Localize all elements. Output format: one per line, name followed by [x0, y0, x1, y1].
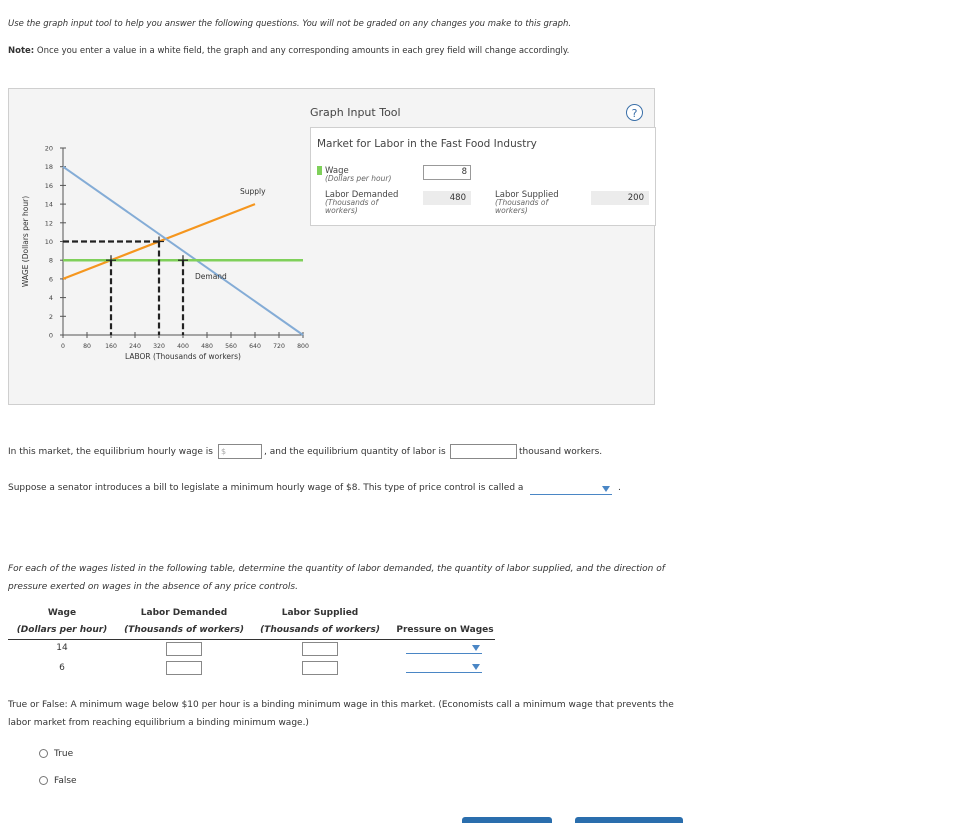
y-tick-label: 4 — [48, 294, 53, 303]
true-label[interactable]: True — [54, 749, 74, 759]
y-tick-label: 0 — [48, 331, 53, 340]
col-header-wage-sub: (Dollars per hour) — [16, 625, 108, 635]
demanded-input-row2[interactable] — [166, 661, 202, 675]
col-header-demanded: Labor Demanded — [140, 608, 228, 618]
price-control-dropdown[interactable] — [530, 483, 612, 495]
q2-period: . — [618, 483, 621, 493]
y-tick-label: 12 — [44, 219, 53, 228]
help-icon[interactable]: ? — [626, 104, 643, 121]
false-radio[interactable] — [39, 776, 48, 785]
wage-legend-swatch — [317, 166, 322, 175]
chevron-down-icon — [602, 486, 610, 492]
supplied-input-row2[interactable] — [302, 661, 338, 675]
y-tick-label: 6 — [48, 275, 53, 284]
y-tick-label: 10 — [44, 238, 53, 246]
labor-supplied-label: Labor Supplied — [495, 190, 559, 200]
col-header-wage: Wage — [47, 608, 77, 618]
market-input-box — [310, 127, 656, 226]
x-axis-label: LABOR (Thousands of workers) — [125, 352, 241, 361]
labor-demanded-sublabel-2: workers) — [325, 206, 358, 215]
graph-input-tool-title: Graph Input Tool — [310, 106, 401, 119]
next-button[interactable] — [575, 817, 683, 823]
labor-demanded-label: Labor Demanded — [325, 190, 399, 200]
y-tick-label: 14 — [44, 200, 53, 209]
labor-market-chart[interactable] — [9, 89, 309, 404]
wage-label: Wage — [325, 166, 349, 176]
demand-label: Demand — [195, 271, 227, 281]
pressure-dropdown-row1[interactable] — [406, 642, 482, 654]
q1-text-before: In this market, the equilibrium hourly wage is — [8, 447, 213, 457]
y-tick-label: 2 — [48, 312, 53, 321]
note-text: Once you enter a value in a white field, the graph and any corresponding amounts in each grey field will change accordingly. — [36, 46, 570, 56]
wage-input[interactable]: 8 — [423, 165, 471, 180]
table-intro-line-2: pressure exerted on wages in the absence of any price controls. — [8, 582, 298, 592]
labor-demanded-value: 480 — [423, 191, 471, 205]
note-label: Note: — [8, 46, 35, 56]
true-radio[interactable] — [39, 749, 48, 758]
supply-label: Supply — [240, 187, 266, 197]
x-tick-label: 0 — [61, 343, 65, 350]
dollar-prefix: $ — [221, 447, 227, 456]
x-tick-label: 640 — [249, 343, 261, 350]
labor-supplied-sublabel: (Thousands of — [495, 198, 549, 207]
y-tick-label: 8 — [48, 256, 53, 265]
equilibrium-wage-input[interactable] — [218, 444, 262, 459]
market-title: Market for Labor in the Fast Food Industry — [317, 138, 537, 150]
q1-text-after: thousand workers. — [519, 447, 603, 457]
col-header-supplied: Labor Supplied — [281, 608, 359, 618]
y-tick-label: 18 — [44, 163, 53, 172]
supplied-input-row1[interactable] — [302, 642, 338, 656]
y-axis-label: WAGE (Dollars per hour) — [21, 195, 30, 288]
x-tick-label: 560 — [225, 343, 237, 350]
labor-table — [8, 606, 508, 676]
equilibrium-question — [8, 446, 648, 462]
col-header-pressure: Pressure on Wages — [396, 625, 494, 635]
x-tick-label: 800 — [297, 343, 309, 350]
x-tick-label: 720 — [273, 343, 285, 350]
x-tick-label: 400 — [177, 343, 189, 350]
x-tick-label: 80 — [83, 343, 91, 350]
labor-supplied-sublabel-2: workers) — [495, 206, 528, 215]
instructions-line: Use the graph input tool to help you answer the following questions. You will not be graded on any changes you make to this graph. — [8, 19, 572, 29]
demanded-input-row1[interactable] — [166, 642, 202, 656]
false-label[interactable]: False — [54, 776, 77, 786]
q2-text: Suppose a senator introduces a bill to legislate a minimum hourly wage of $8. This type of price control is called a — [8, 483, 524, 493]
labor-demanded-sublabel: (Thousands of — [325, 198, 379, 207]
table-row-wage: 6 — [59, 663, 65, 673]
previous-button[interactable] — [462, 817, 552, 823]
instructions-note — [8, 46, 569, 56]
table-intro-line-1: For each of the wages listed in the following table, determine the quantity of labor demanded, the quantity of labor supplied, and the direction of — [8, 564, 665, 574]
y-tick-label: 16 — [44, 181, 53, 190]
graph-panel — [8, 88, 655, 405]
binding-question-line-1: True or False: A minimum wage below $10 per hour is a binding minimum wage in this market. (Economists call a minimum wage that prevents the — [8, 700, 674, 710]
table-row-wage: 14 — [56, 643, 68, 653]
equilibrium-quantity-input[interactable] — [450, 444, 517, 459]
x-tick-label: 240 — [129, 343, 141, 350]
q1-text-middle: , and the equilibrium quantity of labor is — [264, 447, 446, 457]
binding-question-line-2: labor market from reaching equilibrium a binding minimum wage.) — [8, 718, 309, 728]
wage-sublabel: (Dollars per hour) — [325, 174, 392, 183]
col-header-demanded-sub: (Thousands of workers) — [124, 625, 244, 635]
pressure-dropdown-row2[interactable] — [406, 661, 482, 673]
x-tick-label: 160 — [105, 343, 117, 350]
price-control-question — [8, 483, 648, 499]
x-tick-label: 480 — [201, 343, 213, 350]
labor-supplied-value: 200 — [591, 191, 649, 205]
x-tick-label: 320 — [153, 343, 165, 350]
chevron-down-icon — [472, 664, 480, 670]
y-tick-label: 20 — [44, 144, 53, 153]
col-header-supplied-sub: (Thousands of workers) — [260, 625, 380, 635]
chevron-down-icon — [472, 645, 480, 651]
table-header-rule — [8, 639, 495, 640]
